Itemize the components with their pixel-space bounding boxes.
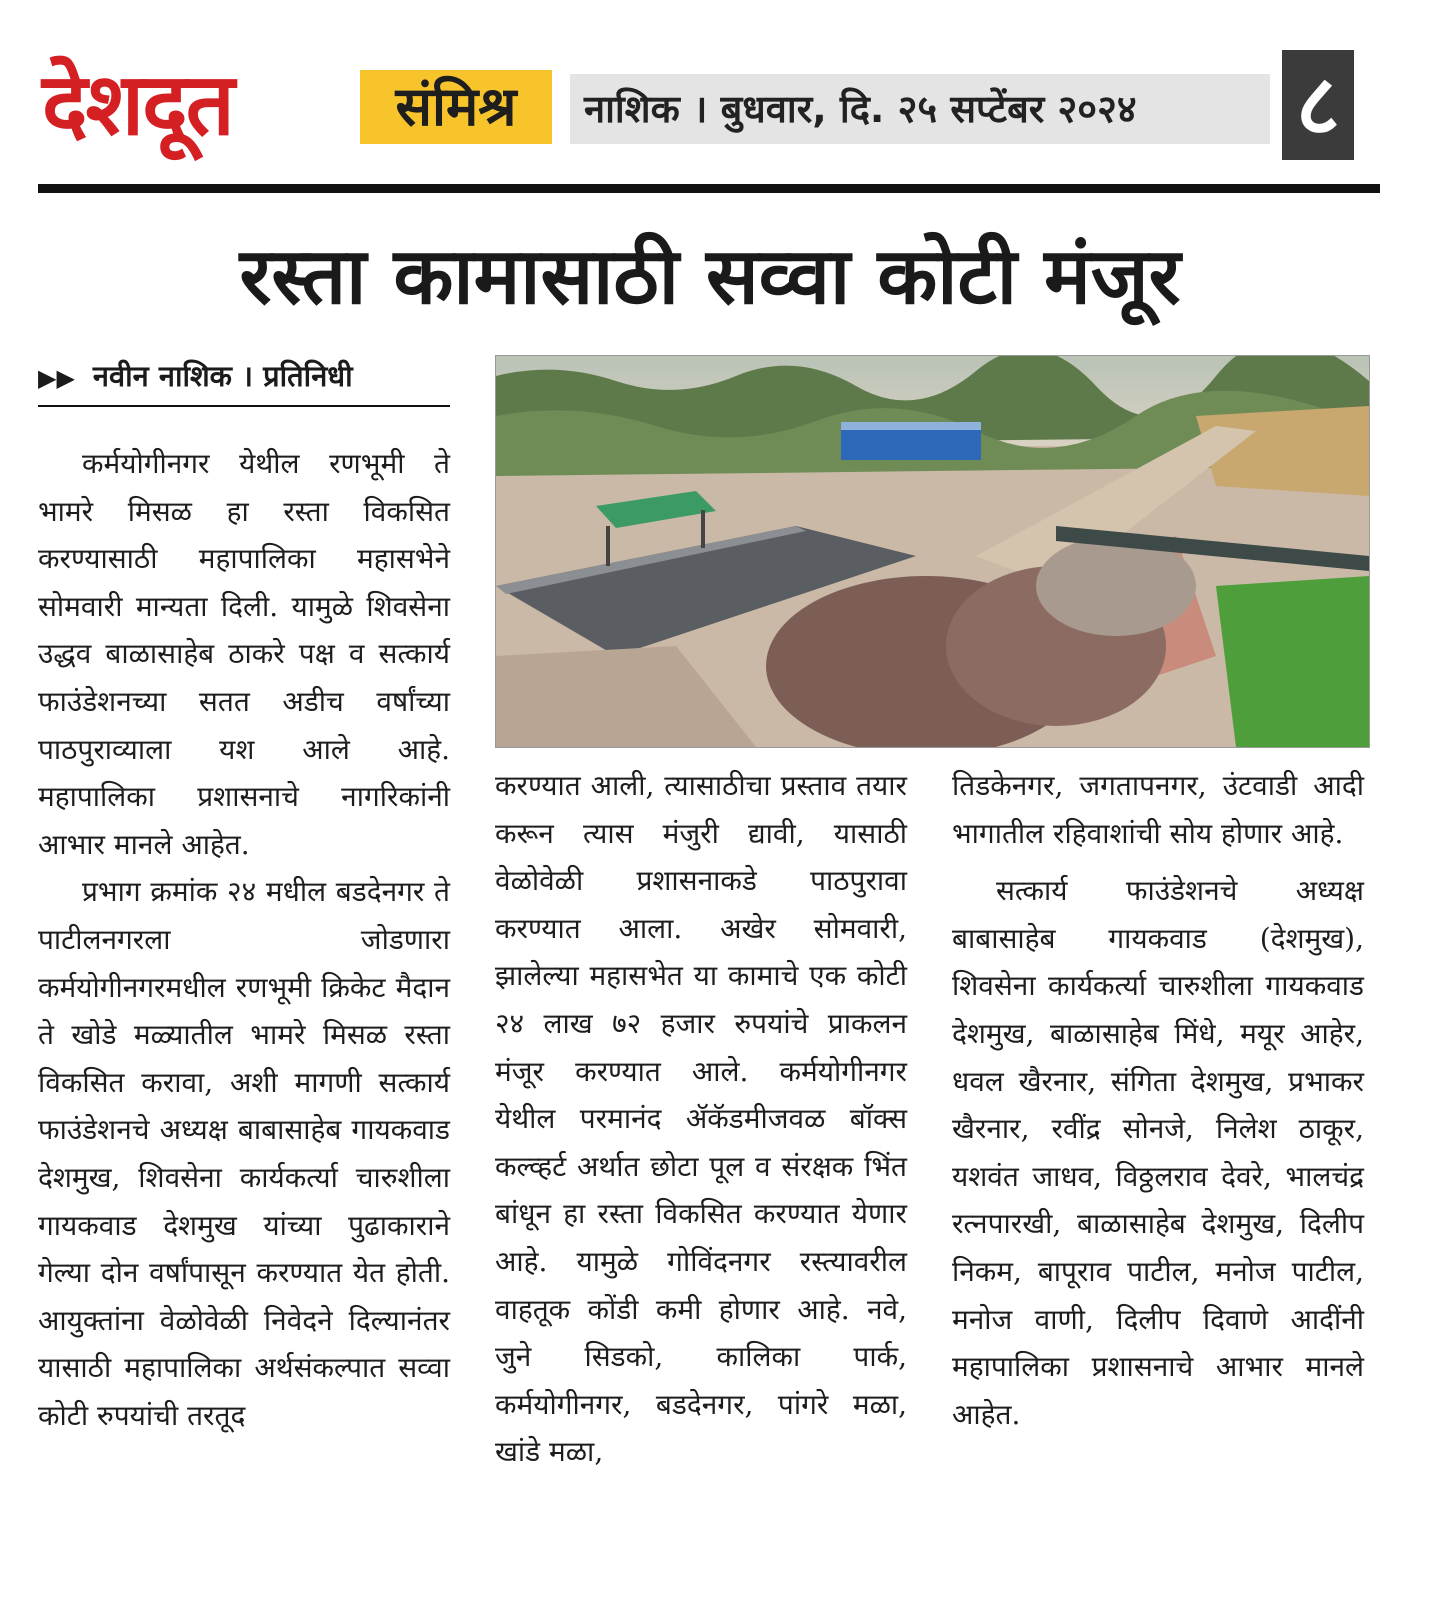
- byline-text: नवीन नाशिक । प्रतिनिधी: [92, 359, 353, 393]
- article-photo: [495, 355, 1370, 748]
- article-column-3: [952, 762, 1364, 1562]
- aerial-road-photo-icon: [496, 356, 1369, 747]
- paragraph: कर्मयोगीनगर येथील रणभूमी ते भामरे मिसळ हा रस्ता विकसित करण्यासाठी महापालिका महासभेने सोमवारी मान्यता दिली. यामुळे शिवसेना उद्धव बाळासाहेब ठाकरे पक्ष व सत्कार्य फाउंडेशनच्या सतत अडीच वर्षांच्या पाठपुराव्याला यश आले आहे. महापालिका प्रशासनाचे नागरिकांनी आभार मानले आहेत.: [38, 447, 450, 861]
- paragraph: सत्कार्य फाउंडेशनचे अध्यक्ष बाबासाहेब गायकवाड (देशमुख), शिवसेना कार्यकर्त्या चारुशीला गायकवाड देशमुख, बाळासाहेब मिंधे, मयूर आहेर, धवल खैरनार, संगिता देशमुख, प्रभाकर खैरनार, रवींद्र सोनजे, निलेश ठाकूर, यशवंत जाधव, विठ्ठलराव देवरे, भालचंद्र रत्नपारखी, बाळासाहेब देशमुख, दिलीप निकम, बापूराव पाटील, मनोज पाटील, मनोज वाणी, दिलीप दिवाणे आदींनी महापालिका प्रशासनाचे आभार मानले आहेत.: [952, 874, 1364, 1431]
- article-headline: रस्ता कामासाठी सव्वा कोटी मंजूर: [239, 232, 1181, 322]
- newspaper-logo: देशदूत: [42, 55, 233, 155]
- paragraph: प्रभाग क्रमांक २४ मधील बडदेनगर ते पाटीलनगरला जोडणारा कर्मयोगीनगरमधील रणभूमी क्रिकेट मैदान ते खोडे मळ्यातील भामरे मिसळ रस्ता विकसित करावा, अशी मागणी सत्कार्य फाउंडेशनचे अध्यक्ष बाबासाहेब गायकवाड देशमुख, शिवसेना कार्यकर्त्या चारुशीला गायकवाड देशमुख यांच्या पुढाकाराने गेल्या दोन वर्षांपासून करण्यात येत होती. आयुक्तांना वेळोवेळी निवेदने दिल्यानंतर यासाठी महापालिका अर्थसंकल्पात सव्वा कोटी रुपयांची तरतूद: [38, 875, 450, 1432]
- double-arrow-icon: ▶▶: [38, 364, 75, 392]
- paragraph: करण्यात आली, त्यासाठीचा प्रस्ताव तयार करून त्यास मंजुरी द्यावी, यासाठी वेळोवेळी प्रशासनाकडे पाठपुरावा करण्यात आला. अखेर सोमवारी, झालेल्या महासभेत या कामाचे एक कोटी २४ लाख ७२ हजार रुपयांचे प्राकलन मंजूर करण्यात आले. कर्मयोगीनगर येथील परमानंद ॲकॅडमीजवळ बॉक्स कल्व्हर्ट अर्थात छोटा पूल व संरक्षक भिंत बांधून हा रस्ता विकसित करण्यात येणार आहे. यामुळे गोविंदनगर रस्त्यावरील वाहतूक कोंडी कमी होणार आहे. नवे, जुने सिडको, कालिका पार्क, कर्मयोगीनगर, बडदेनगर, पांगरे मळा, खांडे मळा,: [495, 769, 907, 1469]
- byline: [38, 355, 450, 407]
- paragraph: तिडकेनगर, जगतापनगर, उंटवाडी आदी भागातील रहिवाशांची सोय होणार आहे.: [952, 769, 1364, 850]
- article-column-2: [495, 762, 907, 1562]
- masthead-divider: [38, 184, 1380, 193]
- page-number: ८: [1282, 50, 1354, 160]
- section-tag: संमिश्र: [360, 70, 552, 144]
- masthead: [38, 40, 1378, 170]
- edition-dateline: नाशिक । बुधवार, दि. २५ सप्टेंबर २०२४: [570, 74, 1270, 144]
- article-column-1: [38, 440, 450, 1570]
